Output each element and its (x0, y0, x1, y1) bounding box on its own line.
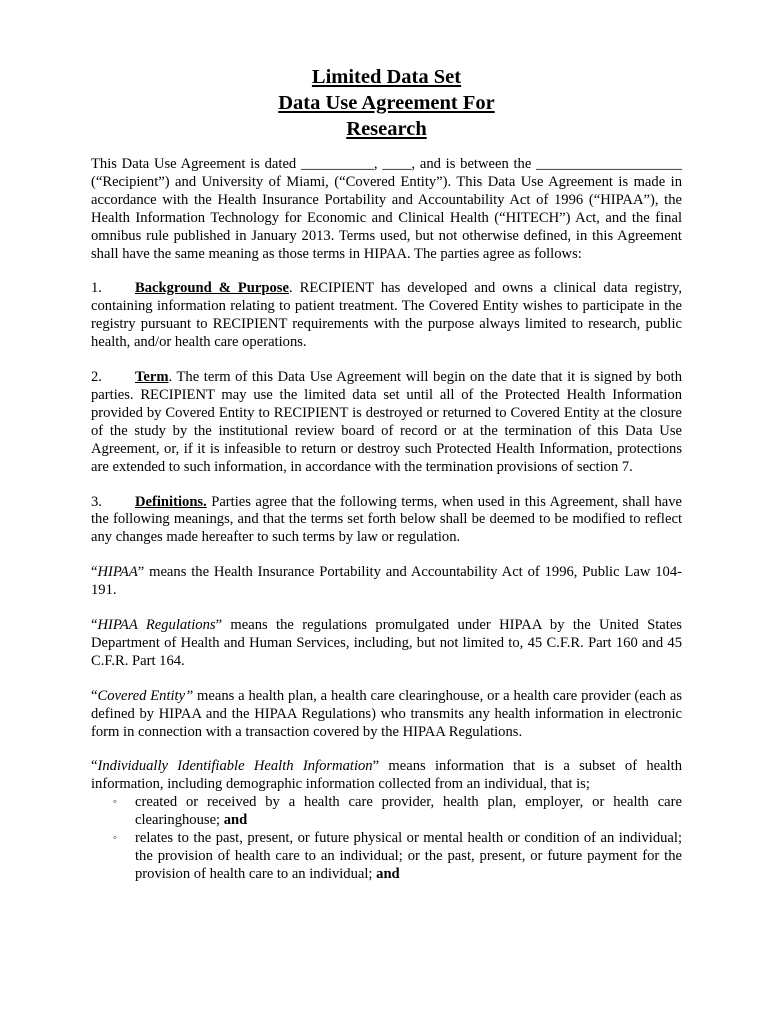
close-quote: ” (372, 758, 380, 775)
open-quote: “ (91, 564, 98, 581)
definition-hipaa (91, 564, 682, 600)
open-quote: “ (91, 758, 98, 775)
definition-individually-identifiable-health-information (91, 758, 682, 794)
section-heading-punct: . (288, 280, 293, 297)
section-number: 3. (91, 493, 102, 510)
section-number: 2. (91, 369, 102, 386)
section-heading-punct: . (168, 369, 173, 386)
defined-term: HIPAA Regulations (97, 617, 216, 634)
title-line-3: Research (346, 118, 427, 140)
section-heading: Term (135, 369, 169, 386)
section-definitions (91, 494, 682, 548)
section-text: The term of this Data Use Agreement will begin on the date that it is signed by both parties. RECIPIENT may use the limited data set until all of the Protected Health Information provided by Covered Entity to RECIPIENT is destroyed or returned to Covered Entity at the closure of the study by the institutional review board of record or at the termination of this Data Use Agreement, or, if it is infeasible to return or destroy such Protected Health Information, protections are extended to such information, in accordance with the termination provisions of section 7. (91, 369, 682, 475)
document-title (91, 64, 682, 142)
open-quote: “ (91, 617, 98, 634)
section-number: 1. (91, 280, 102, 297)
definition-text: means information that is a subset of health information, including demographic information collected from an individual, that is; (91, 758, 683, 793)
section-heading: Definitions. (135, 493, 207, 510)
definition-hipaa-regulations (91, 617, 682, 671)
intro-paragraph: This Data Use Agreement is dated __________, ____, and is between the ____________________ (“Recipient”) and University of Miami, (“Covered Entity”). This Data Use Agreement is made in accordance with the Health Insurance Portability and Accountability Act of 1996 (“HIPAA”), the Health Information Technology for Economic and Clinical Health (“HITECH”) Act, and the final omnibus rule published in January 2013. Terms used, but not otherwise defined, in this Agreement shall have the same meaning as those terms in HIPAA. The parties agree as follows: (91, 156, 682, 262)
bullet-circle-icon: ◦ (113, 832, 117, 845)
definition-covered-entity (91, 688, 682, 742)
bullet-circle-icon: ◦ (113, 796, 117, 809)
defined-term: Individually Identifiable Health Information (97, 758, 373, 775)
bullet-text: relates to the past, present, or future physical or mental health or condition of an individual; the provision of health care to an individual; or the past, present, or future payment for the provision of health care to an individual; (135, 830, 682, 882)
defined-term: HIPAA (97, 564, 138, 581)
title-line-2: Data Use Agreement For (278, 92, 495, 114)
bullet-bold-suffix: and (223, 812, 248, 829)
definition-text: means the Health Insurance Portability and Accountability Act of 1996, Public Law 104-191. (91, 564, 682, 599)
bullet-bold-suffix: and (376, 865, 400, 882)
list-item (113, 794, 682, 830)
definition-text: means a health plan, a health care clearinghouse, or a health care provider (each as defined by HIPAA and the HIPAA Regulations) who transmits any health information in electronic form in connection with a transaction covered by the HIPAA Regulations. (91, 687, 682, 740)
definition-bullet-list (91, 794, 682, 884)
list-item (113, 830, 682, 884)
section-background-purpose (91, 280, 682, 352)
defined-term: Covered Entity” (97, 687, 194, 704)
open-quote: “ (91, 687, 98, 704)
close-quote: ” (215, 617, 223, 634)
title-line-1: Limited Data Set (311, 66, 462, 88)
definition-text: means the regulations promulgated under HIPAA by the United States Department of Health and Human Services, including, but not limited to, 45 C.F.R. Part 160 and 45 C.F.R. Part 164. (91, 617, 682, 669)
section-text: Parties agree that the following terms, when used in this Agreement, shall have the following meanings, and that the terms set forth below shall be deemed to be modified to reflect any changes made hereafter to such terms by law or regulation. (91, 493, 682, 546)
section-text: RECIPIENT has developed and owns a clinical data registry, containing information relating to patient treatment. The Covered Entity wishes to participate in the registry pursuant to RECIPIENT requirements with the purpose always limited to research, public health, and/or health care operations. (91, 280, 682, 351)
bullet-text: created or received by a health care provider, health plan, employer, or health care clearinghouse; (135, 794, 682, 829)
section-heading: Background & Purpose (135, 280, 289, 297)
close-quote: ” (137, 564, 145, 581)
section-term (91, 369, 682, 476)
